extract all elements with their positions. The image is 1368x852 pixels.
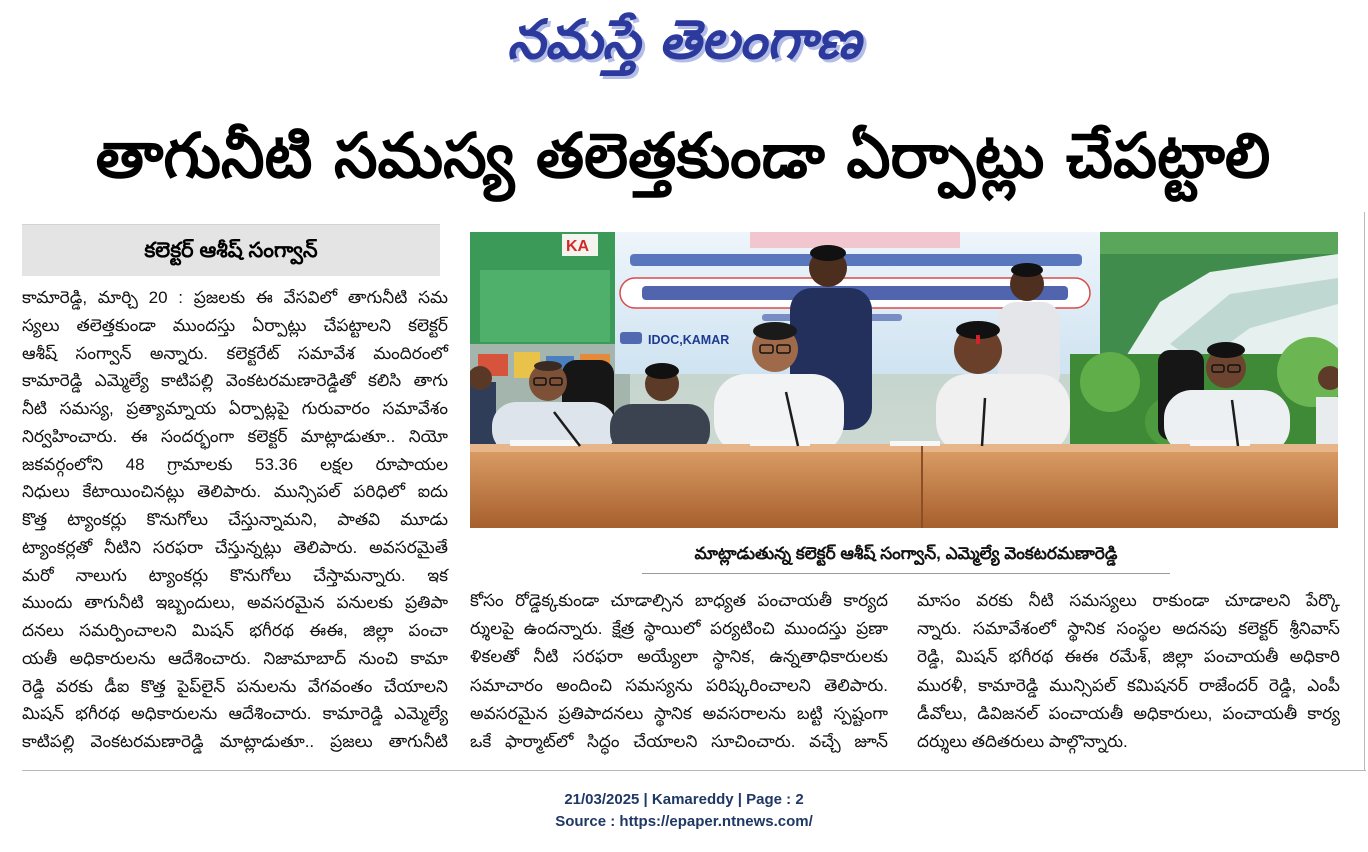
paper-sheet [1190, 440, 1250, 446]
body-line: రెడ్డి, మిషన్ భగీరథ ఈఈ రమేశ్, జిల్లా పంచాయతీ అధికారి [917, 647, 1340, 667]
body-line: ఒకే ఫార్మాట్‌లో సిద్ధం చేయాలని సూచించారు. వచ్చే జూన్ [470, 731, 888, 751]
body-line: మురళీ, కామారెడ్డి మున్సిపల్ కమిషనర్ రాజేందర్ రెడ్డి, ఎంపీ [917, 675, 1340, 695]
footer-date-line: 21/03/2025 | Kamareddy | Page : 2 [564, 791, 804, 808]
body-column-left [22, 284, 448, 756]
body-line: కోసం రోడ్డెక్కకుండా చూడాల్సిన బాధ్యత పంచాయతీ కార్యద [470, 591, 888, 610]
photo-caption: మాట్లాడుతున్న కలెక్టర్ ఆశీష్ సంగ్వాన్, ఎమ్మెల్యే వెంకటరమణారెడ్డి [694, 544, 1118, 563]
body-line: నీటి సమస్య, ప్రత్యామ్నాయ ఏర్పాట్లపై గురువారం సమావేశం [22, 399, 448, 418]
body-line: ర్శులపై ఉందన్నారు. క్షేత్ర స్థాయిలో పర్యటించి ముందస్తు ప్రణా [470, 619, 888, 639]
conference-table [470, 440, 1338, 528]
divider-rule-bottom [22, 770, 1366, 771]
meeting-photo [470, 232, 1338, 528]
body-line: స్యలు తలెత్తకుండా ముందస్తు ఏర్పాట్లు చేపట్టాలని కలెక్టర్ [22, 315, 448, 335]
footer-source-line: Source : https://epaper.ntnews.com/ [555, 813, 813, 830]
body-line: దర్శులు తదితరులు పాల్గొన్నారు. [917, 731, 1128, 751]
body-line: ళికలతో నీటి సరఫరా అయ్యేలా స్థానిక, ఉన్నతాధికారులకు [470, 647, 888, 667]
body-line: నిర్వహించారు. ఈ సందర్భంగా కలెక్టర్ మాట్లాడుతూ.. నియో [22, 426, 448, 446]
banner-text: IDOC,KAMAR [648, 333, 730, 347]
news-photo [470, 232, 1338, 528]
body-line: మాసం వరకు నీటి సమస్యలు రాకుండా చూడాలని పేర్కొ [917, 591, 1340, 610]
body-line: కాటిపల్లి వెంకటరమణారెడ్డి మాట్లాడుతూ.. ప్రజలు తాగునీటి [22, 732, 448, 751]
body-line: సమాచారం అందించి సమస్యను పరిష్కరించాలని తెలిపారు. [470, 675, 888, 695]
photo-caption-box [642, 536, 1170, 574]
body-column-right [917, 587, 1340, 756]
body-column-middle [470, 587, 888, 756]
divider-rule-right [1364, 212, 1365, 771]
body-line: మిషన్ భగీరథ అధికారులను ఆదేశించారు. కామారెడ్డి ఎమ్మెల్యే [22, 704, 448, 724]
body-line: దనలు సమర్పించాలని మిషన్ భగీరథ ఈఈ, జిల్లా పంచా [22, 621, 448, 640]
headline: తాగునీటి సమస్య తలెత్తకుండా ఏర్పాట్లు చేపట్టాలి [95, 119, 1271, 192]
body-line: కామారెడ్డి ఎమ్మెల్యే కాటిపల్లి వెంకటరమణారెడ్డితో కలిసి తాగు [22, 371, 448, 391]
green-signboard [470, 232, 620, 350]
paper-sheet [510, 440, 580, 446]
subheading-box [22, 224, 440, 276]
body-line: నిధులు కేటాయించినట్లు తెలిపారు. మున్సిపల్ పరిధిలో ఐదు [22, 482, 448, 502]
paper-sheet [890, 441, 940, 446]
body-line: మరో నాలుగు ట్యాంకర్లు కొనుగోలు చేస్తామన్నారు. ఇక [22, 565, 448, 585]
body-line: కొత్త ట్యాంకర్లు కొనుగోలు చేస్తున్నామని, పాతవి మూడు [22, 510, 448, 529]
masthead-logo: నమస్తే తెలంగాణ [507, 8, 861, 71]
body-line: జకవర్గంలోని 48 గ్రామాలకు 53.36 లక్షల రూపాయల [22, 454, 448, 474]
body-line: ట్యాంకర్లతో నీటిని సరఫరా చేస్తున్నట్లు తెలిపారు. అవసరమైతే [22, 537, 448, 557]
body-line: డీవోలు, డివిజనల్ పంచాయతీ అధికారులు, పంచాయతీ కార్య [917, 703, 1340, 723]
sign-text: KA [566, 238, 590, 255]
body-line: ఆశీష్ సంగ్వాన్ అన్నారు. కలెక్టరేట్ సమావేశ మందిరంలో [22, 343, 448, 363]
subheading: కలెక్టర్ ఆశీష్ సంగ్వాన్ [144, 239, 318, 262]
body-line: ముందు తాగునీటి ఇబ్బందులు, అవసరమైన పనులకు ప్రతిపా [22, 593, 448, 613]
seated-person [1316, 366, 1338, 454]
body-line: న్నారు. సమావేశంలో స్థానిక సంస్థల అదనపు కలెక్టర్ శ్రీనివాస్ [917, 619, 1340, 639]
body-line: అవసరమైన ప్రతిపాదనలు స్థానిక అవసరాలను బట్టి స్పష్టంగా [470, 703, 888, 723]
body-line: రెడ్డి వరకు డీఐ కొత్త పైప్‌లైన్ పనులను వేగవంతం చేయాలని [22, 676, 448, 696]
body-line: యతీ అధికారులను ఆదేశించారు. నిజామాబాద్ నుంచి కామా [22, 648, 448, 668]
paper-sheet [750, 440, 810, 446]
body-line: కామారెడ్డి, మార్చి 20 : ప్రజలకు ఈ వేసవిలో తాగునీటి సమ [22, 288, 448, 307]
